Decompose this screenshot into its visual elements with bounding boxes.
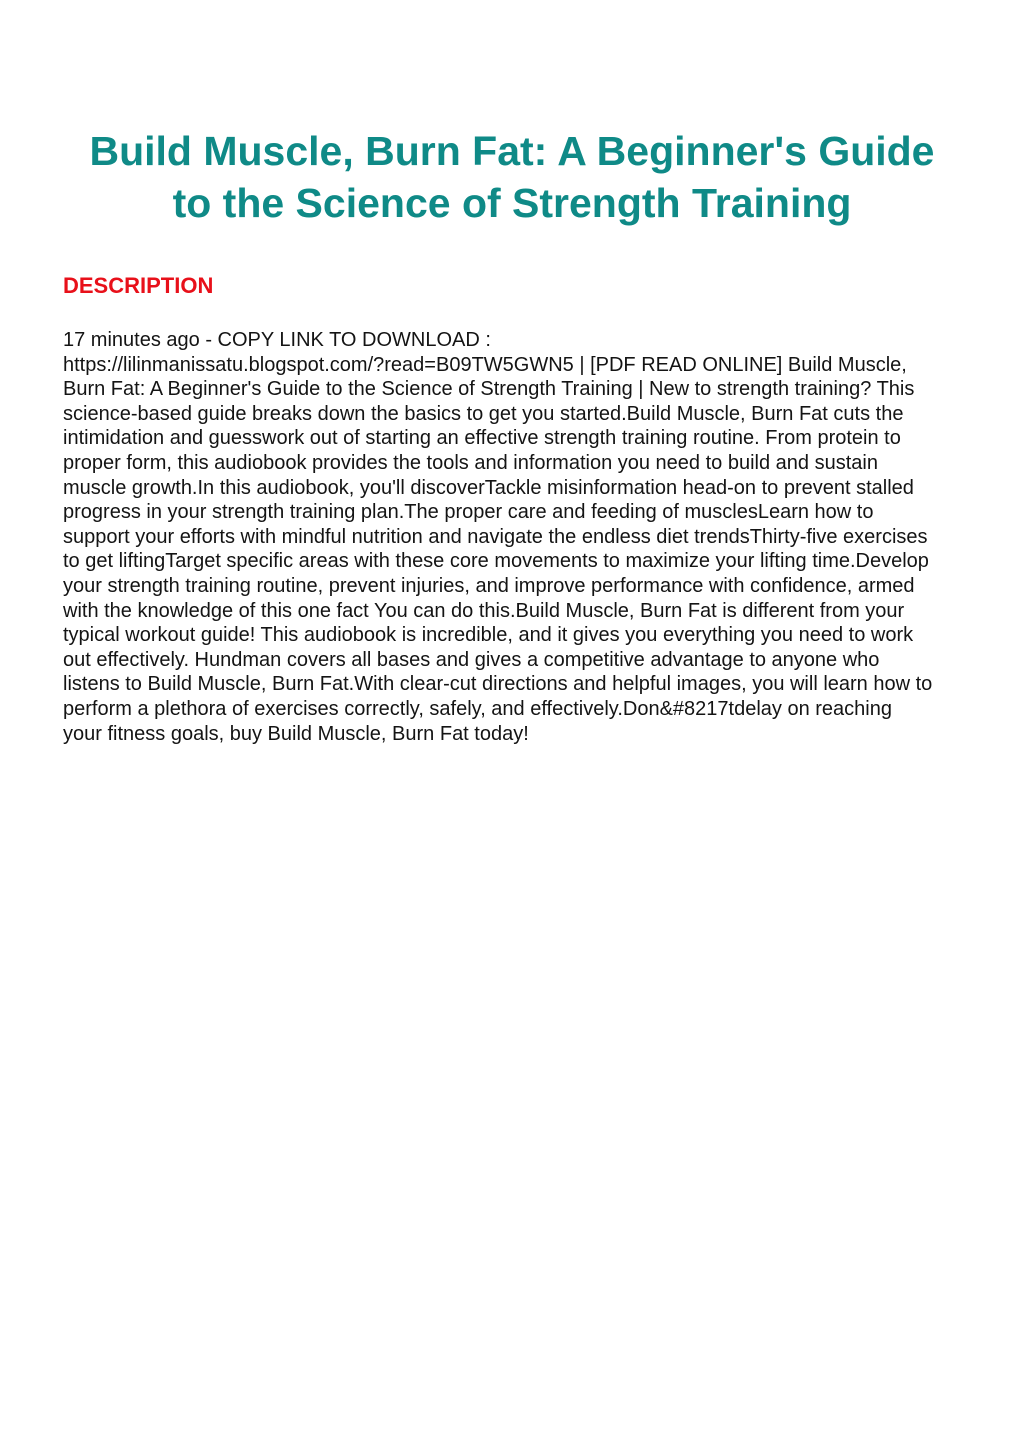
description-heading: DESCRIPTION <box>63 273 214 298</box>
document-title: Build Muscle, Burn Fat: A Beginner's Guide to the Science of Strength Training <box>89 128 935 226</box>
description-text: 17 minutes ago - COPY LINK TO DOWNLOAD : https://lilinmanissatu.blogspot.com/?read=B09TW5GWN5 | [PDF READ ONLINE] Build Muscle, Burn Fat: A Beginner's Guide to the Science of Strength Training | New to strength training? This science-based guide breaks down the basics to get you started.Build Muscle, Burn Fat cuts the intimidation and guesswork out of starting an effective strength training routine. From protein to proper form, this audiobook provides the tools and information you need to build and sustain muscle growth.In this audiobook, you'll discoverTackle misinformation head-on to prevent stalled progress in your strength training plan.The proper care and feeding of musclesLearn how to support your efforts with mindful nutrition and navigate the endless diet trendsThirty-five exercises to get liftingTarget specific areas with these core movements to maximize your lifting time.Develop your strength training routine, prevent injuries, and improve performance with confidence, armed with the knowledge of this one fact You can do this.Build Muscle, Burn Fat is different from your typical workout guide! This audiobook is incredible, and it gives you everything you need to work out effectively. Hundman covers all bases and gives a competitive advantage to anyone who listens to Build Muscle, Burn Fat.With clear-cut directions and helpful images, you will learn how to perform a plethora of exercises correctly, safely, and effectively.Don&#8217tdelay on reaching your fitness goals, buy Build Muscle, Burn Fat today! <box>63 329 933 745</box>
